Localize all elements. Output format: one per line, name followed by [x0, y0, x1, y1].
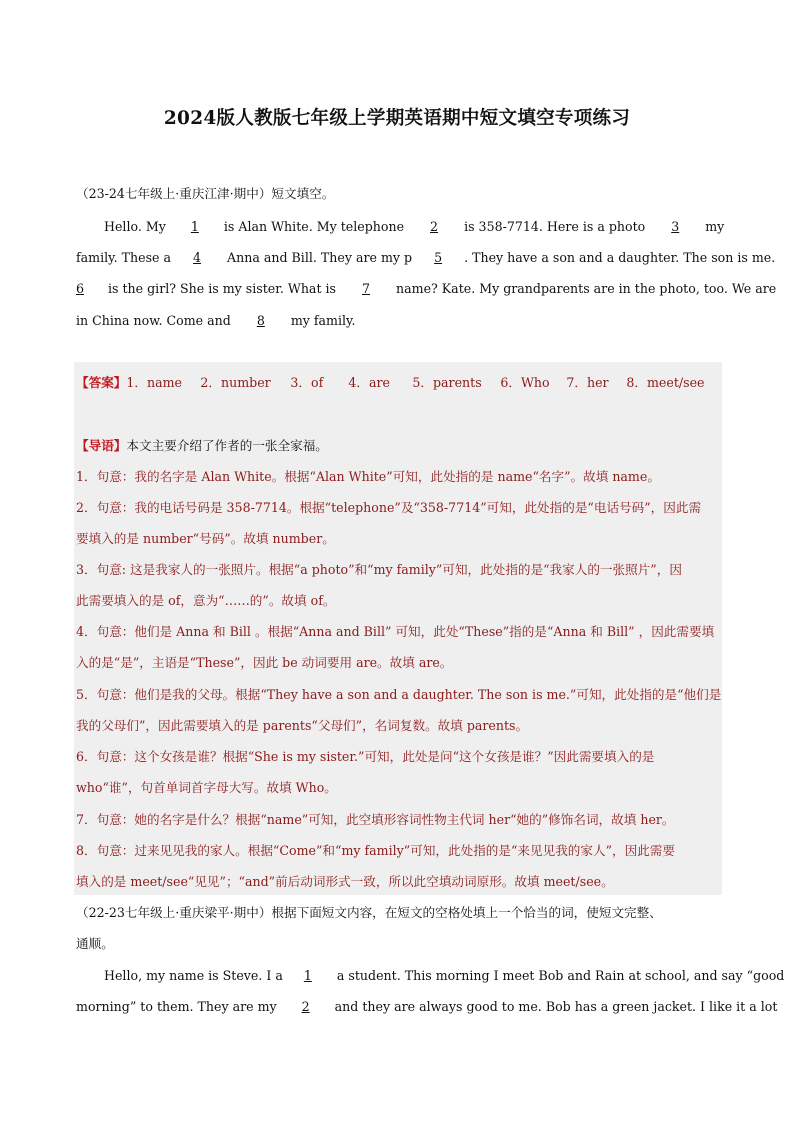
q2-line-1: Hello, my name is Steve. I a 1 a student. This morning I meet Bob and Rain at school, and say “good: [104, 968, 785, 983]
guide-line: 我的父母们”，因此需要填入的是 parents“父母们”，名词复数。故填 parents。: [76, 718, 529, 733]
guide-line: 3．句意: 这是我家人的一张照片。根据“a photo”和“my family”可知，此处指的是“我家人的一张照片”，因: [76, 562, 682, 577]
answer-item: 8．meet/see: [626, 375, 705, 390]
answer-item: 2．number: [200, 375, 271, 390]
blank-8[interactable]: 8: [256, 313, 265, 328]
guide-line: 5．句意：他们是我的父母。根据“They have a son and a daughter. The son is me.”可知，此处指的是“他们是: [76, 687, 722, 702]
q1-line-3: 6 is the girl? She is my sister. What is 7 name? Kate. My grandparents are in the photo, too. We are: [76, 281, 777, 296]
q2-line-2: morning” to them. They are my 2 and they are always good to me. Bob has a green jacket. I like it a lot: [76, 999, 778, 1014]
guide-line: 入的是“是”，主语是“These”，因此 be 动词要用 are。故填 are。: [76, 655, 453, 670]
blank-1[interactable]: 1: [190, 219, 199, 234]
blank-3[interactable]: 3: [671, 219, 680, 234]
guide-line: 2．句意：我的电话号码是 358-7714。根据“telephone”及“358-7714”可知，此处指的是“电话号码”，因此需: [76, 500, 702, 515]
guide-line: 8．句意：过来见见我的家人。根据“Come”和“my family”可知，此处指的是“来见见我的家人”，因此需要: [76, 843, 675, 858]
guide-line: 1．句意：我的名字是 Alan White。根据“Alan White”可知，此处指的是 name“名字”。故填 name。: [76, 469, 660, 484]
guide-tag: 【导语】: [76, 438, 127, 453]
q2-source: （22-23七年级上·重庆梁平·期中）根据下面短文内容，在短文的空格处填上一个恰当的词，使短文完整、: [76, 905, 662, 920]
guide-line: 要填入的是 number“号码”。故填 number。: [76, 531, 335, 546]
blank-4[interactable]: 4: [193, 250, 202, 265]
q1-line-4: in China now. Come and 8 my family.: [76, 313, 356, 328]
guide-line: 7．句意：她的名字是什么？根据“name”可知，此空填形容词性物主代词 her“她的”修饰名词，故填 her。: [76, 812, 675, 827]
guide-line: who“谁”，句首单词首字母大写。故填 Who。: [76, 780, 337, 795]
guide-intro: 【导语】本文主要介绍了作者的一张全家福。: [76, 438, 328, 453]
answer-tag: 【答案】: [76, 375, 127, 390]
blank-2[interactable]: 2: [430, 219, 439, 234]
q2-source-cont: 通顺。: [76, 936, 114, 951]
q1-line-2: family. These a 4 Anna and Bill. They are my p 5 . They have a son and a daughter. The son is me.: [76, 250, 776, 265]
page-title: 2024版人教版七年级上学期英语期中短文填空专项练习: [163, 108, 631, 129]
guide-line: 6．句意：这个女孩是谁？根据“She is my sister.”可知，此处是问“这个女孩是谁？”因此需要填入的是: [76, 749, 655, 764]
q2-blank-1[interactable]: 1: [303, 968, 312, 983]
guide-line: 填入的是 meet/see“见见”；“and”前后动词形式一致，所以此空填动词原形。故填 meet/see。: [76, 874, 614, 889]
blank-7[interactable]: 7: [361, 281, 370, 296]
blank-5[interactable]: 5: [434, 250, 443, 265]
answer-item: 1．name: [126, 375, 182, 390]
guide-line: 此需要填入的是 of，意为“……的”。故填 of。: [76, 593, 336, 608]
answer-item: 4．are: [348, 375, 390, 390]
answer-item: 3．of: [290, 375, 324, 390]
blank-6[interactable]: 6: [76, 281, 85, 296]
answer-item: 7．her: [566, 375, 609, 390]
guide-line: 4．句意：他们是 Anna 和 Bill 。根据“Anna and Bill” 可知，此处“These”指的是“Anna 和 Bill” ，因此需要填: [76, 624, 715, 639]
q1-source: （23-24七年级上·重庆江津·期中）短文填空。: [76, 186, 335, 201]
answer-item: 5．parents: [412, 375, 482, 390]
answer-line: [76, 374, 705, 392]
answer-item: 6．Who: [500, 375, 550, 390]
q2-blank-2[interactable]: 2: [301, 999, 310, 1014]
q1-line-1: Hello. My 1 is Alan White. My telephone 2 is 358-7714. Here is a photo 3 my: [104, 219, 725, 234]
